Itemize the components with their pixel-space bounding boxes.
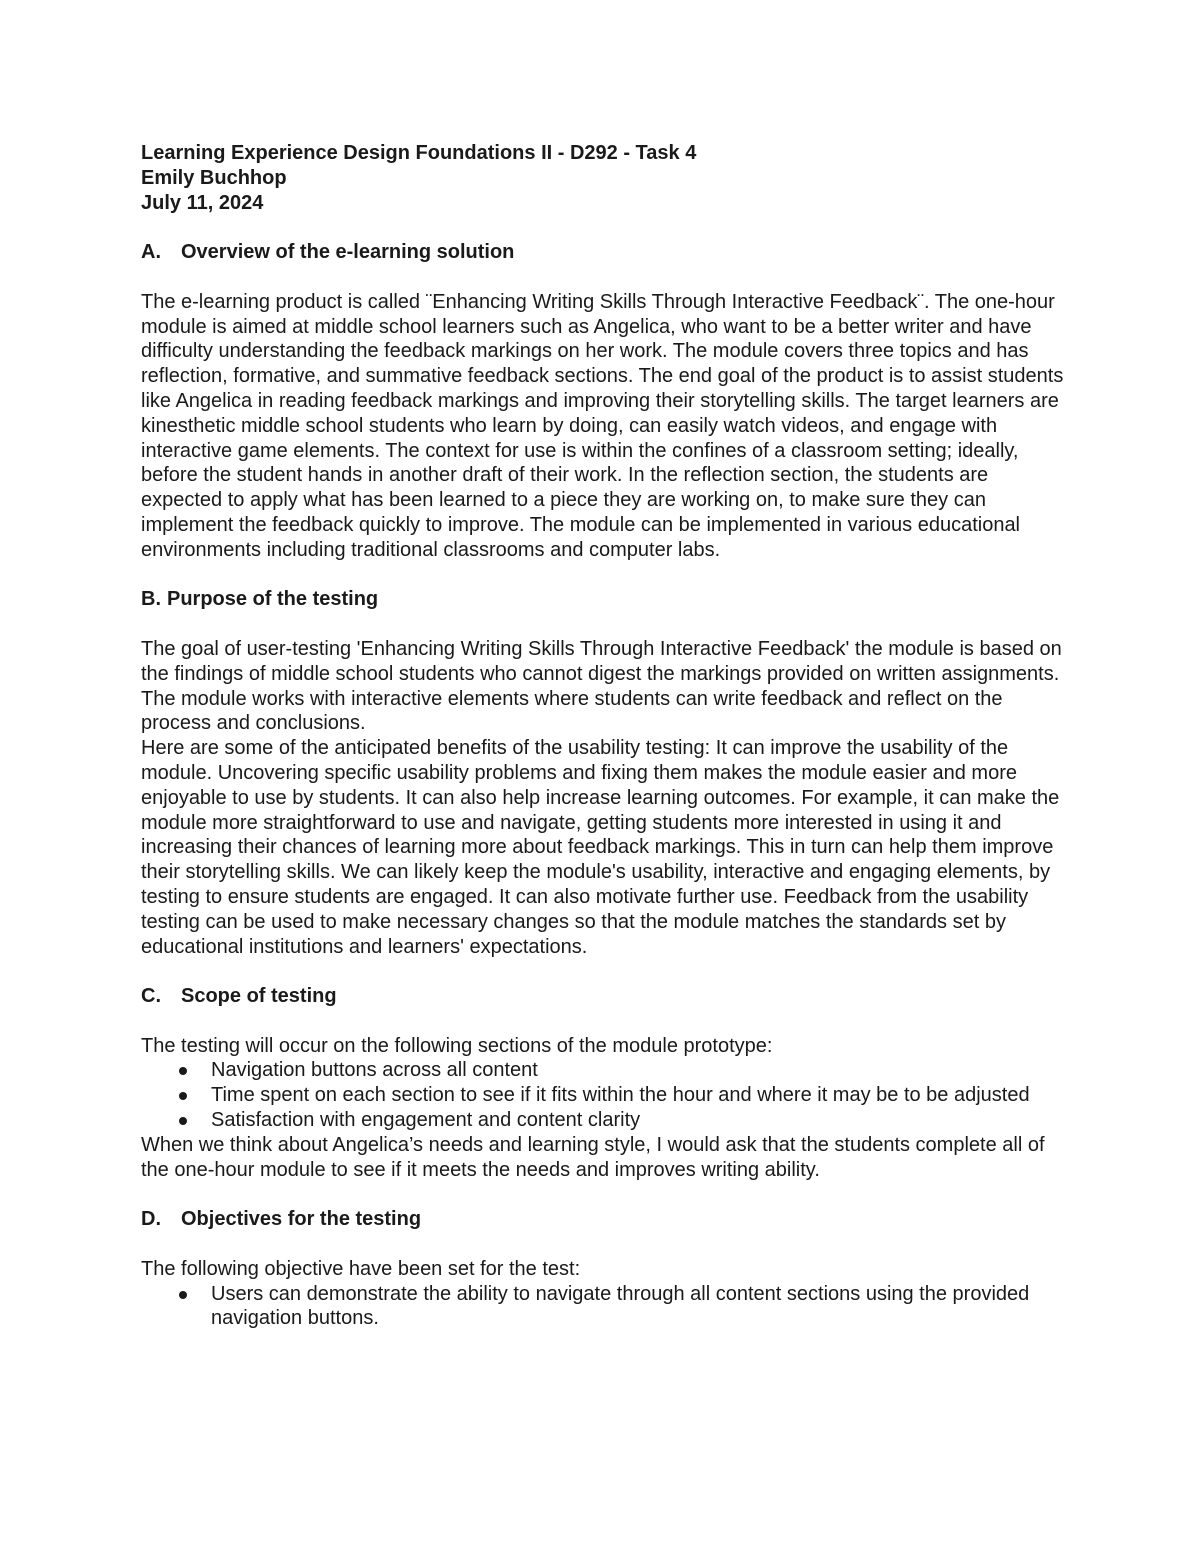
document-title: Learning Experience Design Foundations II - D292 - Task 4 (141, 142, 697, 164)
section-b-paragraph-1: The goal of user-testing 'Enhancing Writing Skills Through Interactive Feedback' the module is based on the findings of middle school students who cannot digest the markings provided on written assignments. The module works with interactive elements where students can write feedback and reflect on the process and conclusions. (141, 637, 1062, 735)
section-a-paragraph: The e-learning product is called ¨Enhancing Writing Skills Through Interactive Feedback¨. The one-hour module is aimed at middle school learners such as Angelica, who want to be a better writer and have difficulty understanding the feedback markings on her work. The module covers three topics and has reflection, formative, and summative feedback sections. The end goal of the product is to assist students like Angelica in reading feedback markings and improving their storytelling skills. The target learners are kinesthetic middle school students who learn by doing, can easily watch videos, and engage with interactive game elements. The context for use is within the confines of a classroom setting; ideally, before the student hands in another draft of their work. In the reflection section, the students are expected to apply what has been learned to a piece they are working on, to make sure they can implement the feedback quickly to improve. The module can be implemented in various educational environments including traditional classrooms and computer labs. (141, 290, 1064, 561)
section-c-bullet-list (141, 1058, 1071, 1132)
bullet-icon (179, 1092, 187, 1100)
list-item-text: Satisfaction with engagement and content clarity (211, 1109, 641, 1132)
section-c-closing: When we think about Angelica’s needs and learning style, I would ask that the students complete all of the one-hour module to see if it meets the needs and improves writing ability. (141, 1133, 1045, 1181)
section-c-letter: C. (141, 985, 161, 1008)
section-c-intro: The testing will occur on the following sections of the module prototype: (141, 1034, 773, 1057)
section-b-letter: B. (141, 588, 161, 611)
section-d-title: Objectives for the testing (181, 1208, 422, 1231)
list-item (211, 1083, 1071, 1108)
section-d-intro: The following objective have been set for the test: (141, 1257, 581, 1280)
list-item-text: Users can demonstrate the ability to navigate through all content sections using the provided navigation buttons. (211, 1282, 1030, 1330)
section-b-paragraph-2: Here are some of the anticipated benefits of the usability testing: It can improve the usability of the module. Uncovering specific usability problems and fixing them makes the module easier and more enjoyable to use by students. It can also help increase learning outcomes. For example, it can make the module more straightforward to use and navigate, getting students more interested in using it and increasing their chances of learning more about feedback markings. This in turn can help them improve their storytelling skills. We can likely keep the module's usability, interactive and engaging elements, by testing to ensure students are engaged. It can also motivate further use. Feedback from the usability testing can be used to make necessary changes so that the module matches the standards set by educational institutions and learners' expectations. (141, 737, 1060, 958)
section-b-title: Purpose of the testing (167, 588, 379, 611)
section-a-title: Overview of the e-learning solution (181, 241, 515, 264)
section-d-heading (141, 1207, 1071, 1232)
section-a-letter: A. (141, 241, 161, 264)
document-date: July 11, 2024 (141, 191, 264, 214)
list-item (211, 1058, 1071, 1083)
document-page (141, 141, 1071, 1331)
bullet-icon (179, 1291, 187, 1299)
section-a-heading (141, 240, 1071, 265)
bullet-icon (179, 1117, 187, 1125)
section-b-heading (141, 587, 1071, 612)
author-name: Emily Buchhop (141, 166, 287, 189)
list-item (211, 1282, 1071, 1332)
section-c-heading (141, 984, 1071, 1009)
bullet-icon (179, 1067, 187, 1075)
list-item (211, 1108, 1071, 1133)
list-item-text: Time spent on each section to see if it fits within the hour and where it may be to be adjusted (211, 1084, 1030, 1107)
list-item-text: Navigation buttons across all content (211, 1059, 538, 1082)
section-d-letter: D. (141, 1208, 161, 1231)
section-d-bullet-list (141, 1282, 1071, 1332)
section-c-title: Scope of testing (181, 985, 337, 1008)
